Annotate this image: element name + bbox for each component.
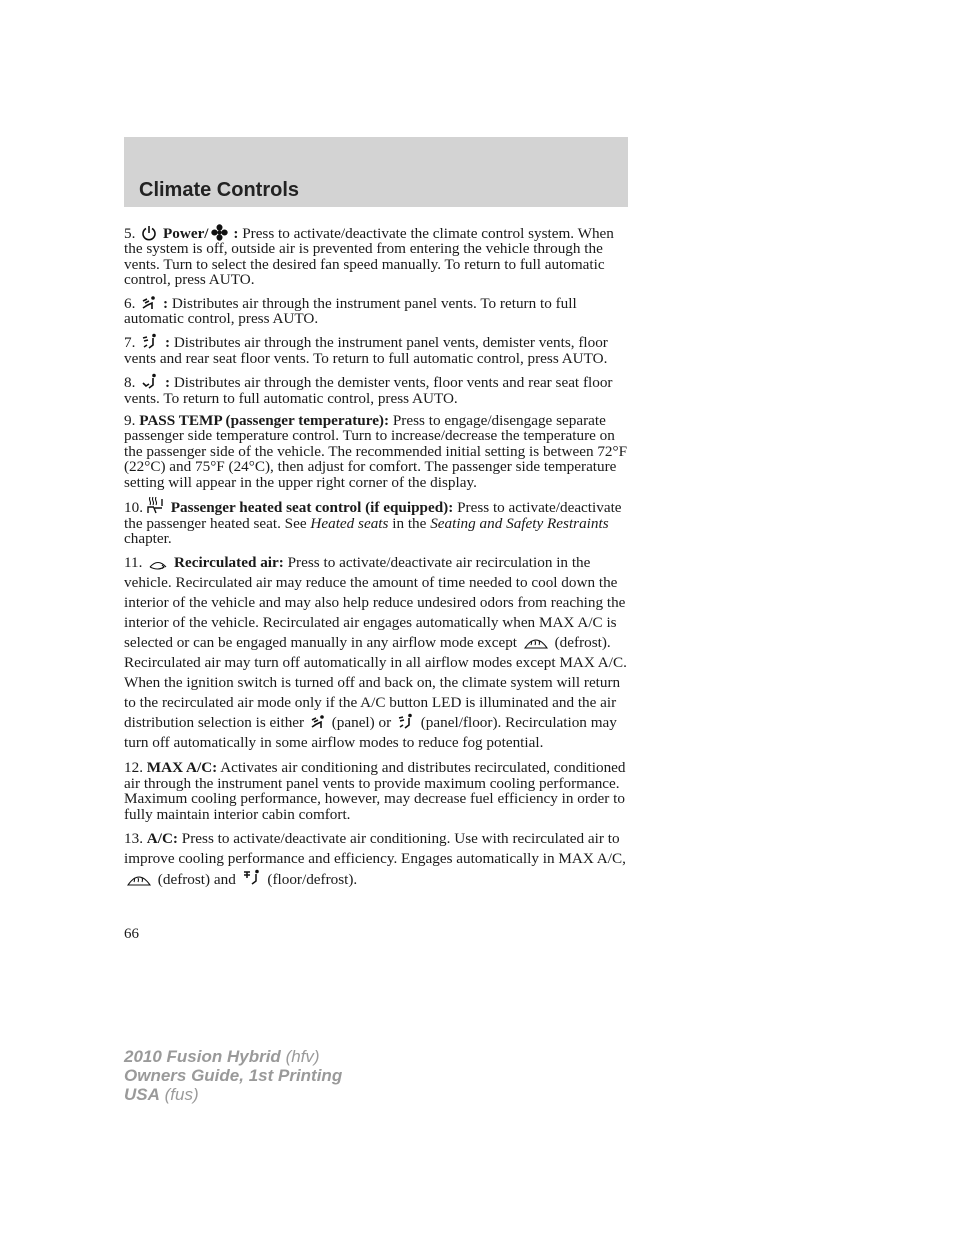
list-item-6: 6. : Distributes air through the instrument panel vents. To return to full automatic control, press AUTO.	[124, 294, 577, 328]
panel-vent-icon	[310, 714, 326, 730]
defrost-icon	[126, 871, 152, 887]
power-icon	[141, 225, 157, 241]
heated-seat-icon	[145, 497, 165, 515]
fan-icon	[211, 224, 228, 241]
floor-defrost-icon	[242, 869, 262, 887]
list-item-9: 9. PASS TEMP (passenger temperature): Press to engage/disengage separate passenger side temperature control. Turn to increase/decrease the temperature on the passenger side of the vehicle. The recommended initial setting is between 72°F (22°C) and 75°F (24°C), then adjust for comfort. The passenger side temperature setting will appear in the upper right corner of the display.	[124, 412, 628, 491]
page-number: 66	[124, 926, 139, 942]
page-title: Climate Controls	[139, 179, 300, 201]
panel-vent-icon	[141, 295, 157, 311]
footer: 2010 Fusion Hybrid (hfv) Owners Guide, 1st Printing USA (fus)	[124, 1047, 343, 1104]
list-item-13: 13. A/C: Press to activate/deactivate air conditioning. Use with recirculated air to improve cooling performance and efficiency. Engages automatically in MAX A/C, (defrost) and (floor/defrost).	[124, 829, 626, 888]
panel-floor-icon	[141, 333, 159, 350]
list-item-10: 10. Passenger heated seat control (if equipped): Press to activate/deactivate the passenger heated seat. See Heated seats in the Seating and Safety Restraints chapter.	[124, 499, 622, 547]
power-label: Power/	[162, 225, 209, 242]
content	[124, 224, 634, 897]
floor-defrost-icon	[141, 373, 159, 390]
list-item-12: 12. MAX A/C: Activates air conditioning and distributes recirculated, conditioned air through the instrument panel vents to provide maximum cooling performance. Maximum cooling performance, however, may decrease fuel efficiency in order to fully maintain interior cabin comfort.	[124, 759, 626, 823]
list-item-11: 11. Recirculated air: Press to activate/deactivate air recirculation in the vehicle. Recirculated air may reduce the amount of time needed to cool down the interior of the vehicle and may also help reduce undesired odors from reaching the interior of the vehicle. Recirculated air engages automatically when MAX A/C is selected or can be engaged manually in any airflow mode except (defrost). Recirculated air may turn off automatically in all airflow modes except MAX A/C. When the ignition switch is turned off and back on, the climate system will return to the recirculated air mode only if the A/C button LED is illuminated and the air distribution selection is either (panel) or (panel/floor). Recirculation may turn off automatically in some airflow modes to reduce fog potential.	[124, 554, 627, 752]
list-item-5: 5. Power/ : Press to activate/deactivate the climate control system. When the system is off, outside air is prevented from entering the vehicle through the vents. Turn to select the desired fan speed manually. To return to full automatic control, press AUTO.	[124, 225, 614, 289]
defrost-icon	[523, 634, 549, 650]
recirculation-icon	[148, 558, 168, 570]
list-item-7: 7. : Distributes air through the instrument panel vents, demister vents, floor vents and rear seat floor vents. To return to full automatic control, press AUTO.	[124, 334, 608, 367]
list-item-8: 8. : Distributes air through the demister vents, floor vents and rear seat floor vents. To return to full automatic control, press AUTO.	[124, 374, 613, 407]
header-band	[124, 137, 628, 207]
panel-floor-icon	[397, 713, 415, 730]
